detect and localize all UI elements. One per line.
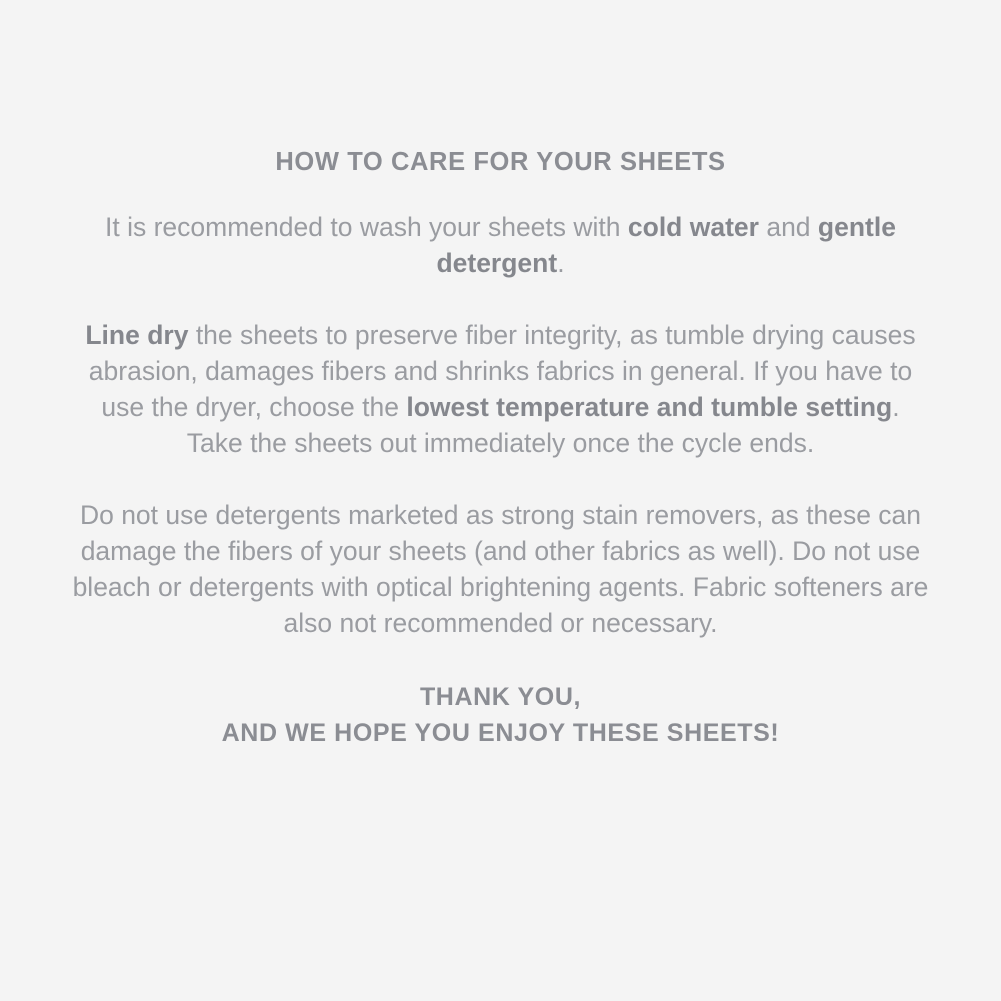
dry-text-part-3: Take the sheets out immediately once the cycle ends. [186, 428, 815, 459]
wash-emphasis-gentle-detergent: gentle detergent [436, 212, 896, 279]
closing-line-2: AND WE HOPE YOU ENJOY THESE SHEETS! [221, 719, 780, 748]
closing-line-1: THANK YOU, [419, 683, 582, 712]
paragraph-washing [71, 209, 931, 281]
paragraph-drying [71, 317, 931, 461]
wash-text-part-3: . [557, 248, 565, 279]
page-title: HOW TO CARE FOR YOUR SHEETS [275, 148, 726, 176]
dry-text-part-1: the sheets to preserve fiber integrity, as tumble drying causes abrasion, damages fibers and shrinks fabrics in general. If you have to use the dryer, choose the [88, 320, 916, 423]
dry-emphasis-lowest-temperature: lowest temperature and tumble setting [406, 392, 893, 423]
wash-text-part-2: and [758, 212, 818, 243]
wash-emphasis-cold-water: cold water [627, 212, 759, 243]
dry-text-part-2: . [892, 392, 900, 423]
dry-emphasis-line-dry: Line dry [85, 320, 189, 351]
wash-text-part-1: It is recommended to wash your sheets with [105, 212, 628, 243]
closing-message [222, 679, 780, 751]
paragraph-detergents: Do not use detergents marketed as strong stain removers, as these can damage the fibers of your sheets (and other fabrics as well). Do not use bleach or detergents with optical brightening agents. Fabric softeners are also not recommended or necessary. [72, 500, 929, 639]
